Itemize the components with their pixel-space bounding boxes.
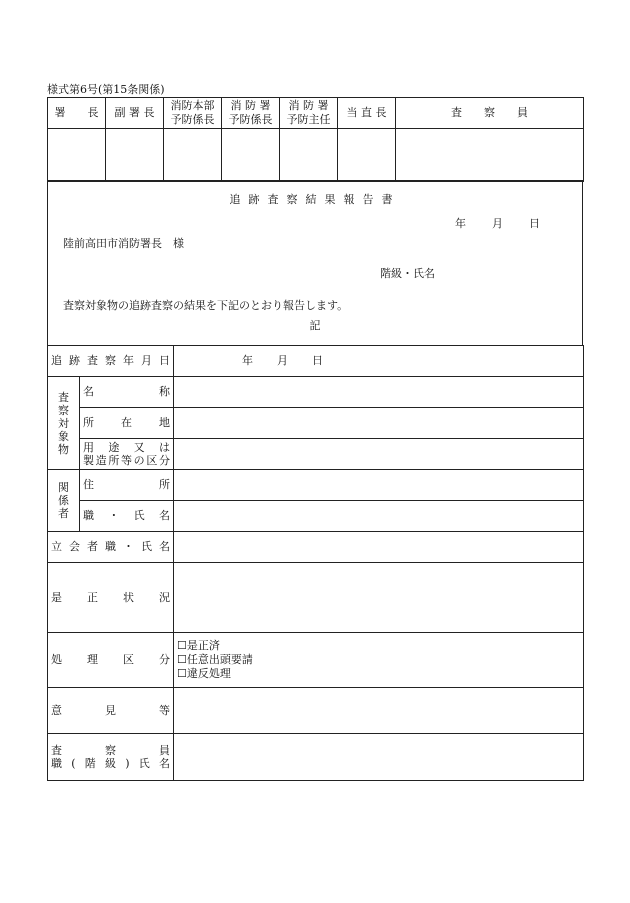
approval-header-deputy-chief: 副 署 長	[106, 98, 164, 129]
opinion-label	[48, 688, 174, 734]
report-header-table	[47, 180, 583, 346]
report-rank-name[interactable]: 階級・氏名	[380, 267, 435, 280]
target-group-char-5: 物	[58, 442, 69, 456]
party-position-name-label	[80, 501, 174, 532]
approval-header-station-prevention-officer	[280, 98, 338, 129]
opinion-field[interactable]	[174, 688, 584, 734]
target-group-char-3: 対	[58, 416, 69, 430]
stamp-box-station-prevention-officer[interactable]	[280, 129, 338, 182]
witness-label	[48, 532, 174, 563]
option-voluntary-appearance-checkbox[interactable]: ☐任意出頭要請	[177, 653, 253, 666]
stamp-box-chief[interactable]	[48, 129, 106, 182]
report-ki: 記	[309, 319, 321, 332]
target-name-label-text: 名称	[83, 385, 170, 399]
stamp-box-inspectors[interactable]	[396, 129, 584, 182]
approval-header-officer-line2: 予防主任	[286, 113, 331, 126]
target-name-field[interactable]	[174, 377, 584, 408]
approval-header-duty-chief: 当 直 長	[338, 98, 396, 129]
correction-field[interactable]	[174, 563, 584, 633]
inspection-date-label	[48, 346, 174, 377]
report-body-text: 査察対象物の追跡査察の結果を下記のとおり報告します。	[63, 299, 349, 312]
inspection-date-field[interactable]	[174, 346, 584, 377]
target-group-label	[48, 377, 80, 470]
approval-header-station-line2: 予防係長	[228, 113, 273, 126]
party-group-label	[48, 470, 80, 532]
witness-label-text: 立会者職・氏名	[51, 540, 170, 554]
approval-header-chief: 署 長	[48, 98, 106, 129]
party-group-char-1: 関	[58, 481, 69, 494]
report-addressee: 陸前高田市消防署長 様	[63, 237, 184, 250]
report-date-line[interactable]: 年月日	[455, 217, 566, 230]
party-position-name-field[interactable]	[174, 501, 584, 532]
report-title: 追跡査察結果報告書	[229, 193, 401, 206]
inspection-date-value: 年月日	[242, 354, 347, 368]
approval-stamp-table	[47, 97, 584, 182]
processing-label-text: 処理区分	[51, 653, 170, 667]
party-address-label	[80, 470, 174, 501]
party-address-field[interactable]	[174, 470, 584, 501]
inspector-label	[48, 734, 174, 781]
inspector-field[interactable]	[174, 734, 584, 781]
target-location-label-text: 所在地	[83, 416, 170, 430]
approval-header-hq-line1: 消防本部	[170, 99, 215, 113]
inspector-label-line2: 職(階級)氏名	[51, 757, 170, 770]
inspector-label-line1: 査察員	[51, 743, 170, 757]
target-usage-label	[80, 439, 174, 470]
stamp-box-hq-prevention-chief[interactable]	[164, 129, 222, 182]
inspection-date-label-text: 追跡査察年月日	[51, 354, 170, 368]
target-usage-label-line2: 製造所等の区分	[83, 454, 170, 467]
party-position-name-label-text: 職・氏名	[83, 509, 170, 523]
target-name-label	[80, 377, 174, 408]
target-group-char-2: 察	[58, 403, 69, 417]
target-group-char-1: 査	[58, 390, 69, 404]
correction-label	[48, 563, 174, 633]
stamp-box-deputy-chief[interactable]	[106, 129, 164, 182]
party-address-label-text: 住所	[83, 478, 170, 492]
approval-header-officer-line1: 消 防 署	[288, 99, 329, 113]
report-header	[48, 181, 583, 346]
target-usage-label-line1: 用途又は	[83, 440, 170, 454]
party-group-char-2: 係	[58, 494, 69, 507]
approval-header-inspectors: 査 察 員	[396, 98, 584, 129]
stamp-box-duty-chief[interactable]	[338, 129, 396, 182]
processing-label	[48, 633, 174, 688]
approval-header-station-line1: 消 防 署	[230, 99, 271, 113]
details-table	[47, 345, 584, 781]
approval-header-hq-prevention-chief	[164, 98, 222, 129]
party-group-char-3: 者	[58, 507, 69, 520]
approval-header-station-prevention-chief	[222, 98, 280, 129]
form-number: 様式第6号(第15条関係)	[47, 83, 165, 96]
correction-label-text: 是正状況	[51, 590, 170, 604]
target-location-field[interactable]	[174, 408, 584, 439]
processing-options	[174, 633, 584, 688]
approval-header-hq-line2: 予防係長	[170, 113, 215, 126]
witness-field[interactable]	[174, 532, 584, 563]
target-location-label	[80, 408, 174, 439]
option-corrected-checkbox[interactable]: ☐是正済	[177, 639, 220, 652]
opinion-label-text: 意見等	[51, 703, 170, 717]
stamp-box-station-prevention-chief[interactable]	[222, 129, 280, 182]
target-group-char-4: 象	[58, 429, 69, 443]
option-violation-processing-checkbox[interactable]: ☐違反処理	[177, 667, 231, 680]
target-usage-field[interactable]	[174, 439, 584, 470]
